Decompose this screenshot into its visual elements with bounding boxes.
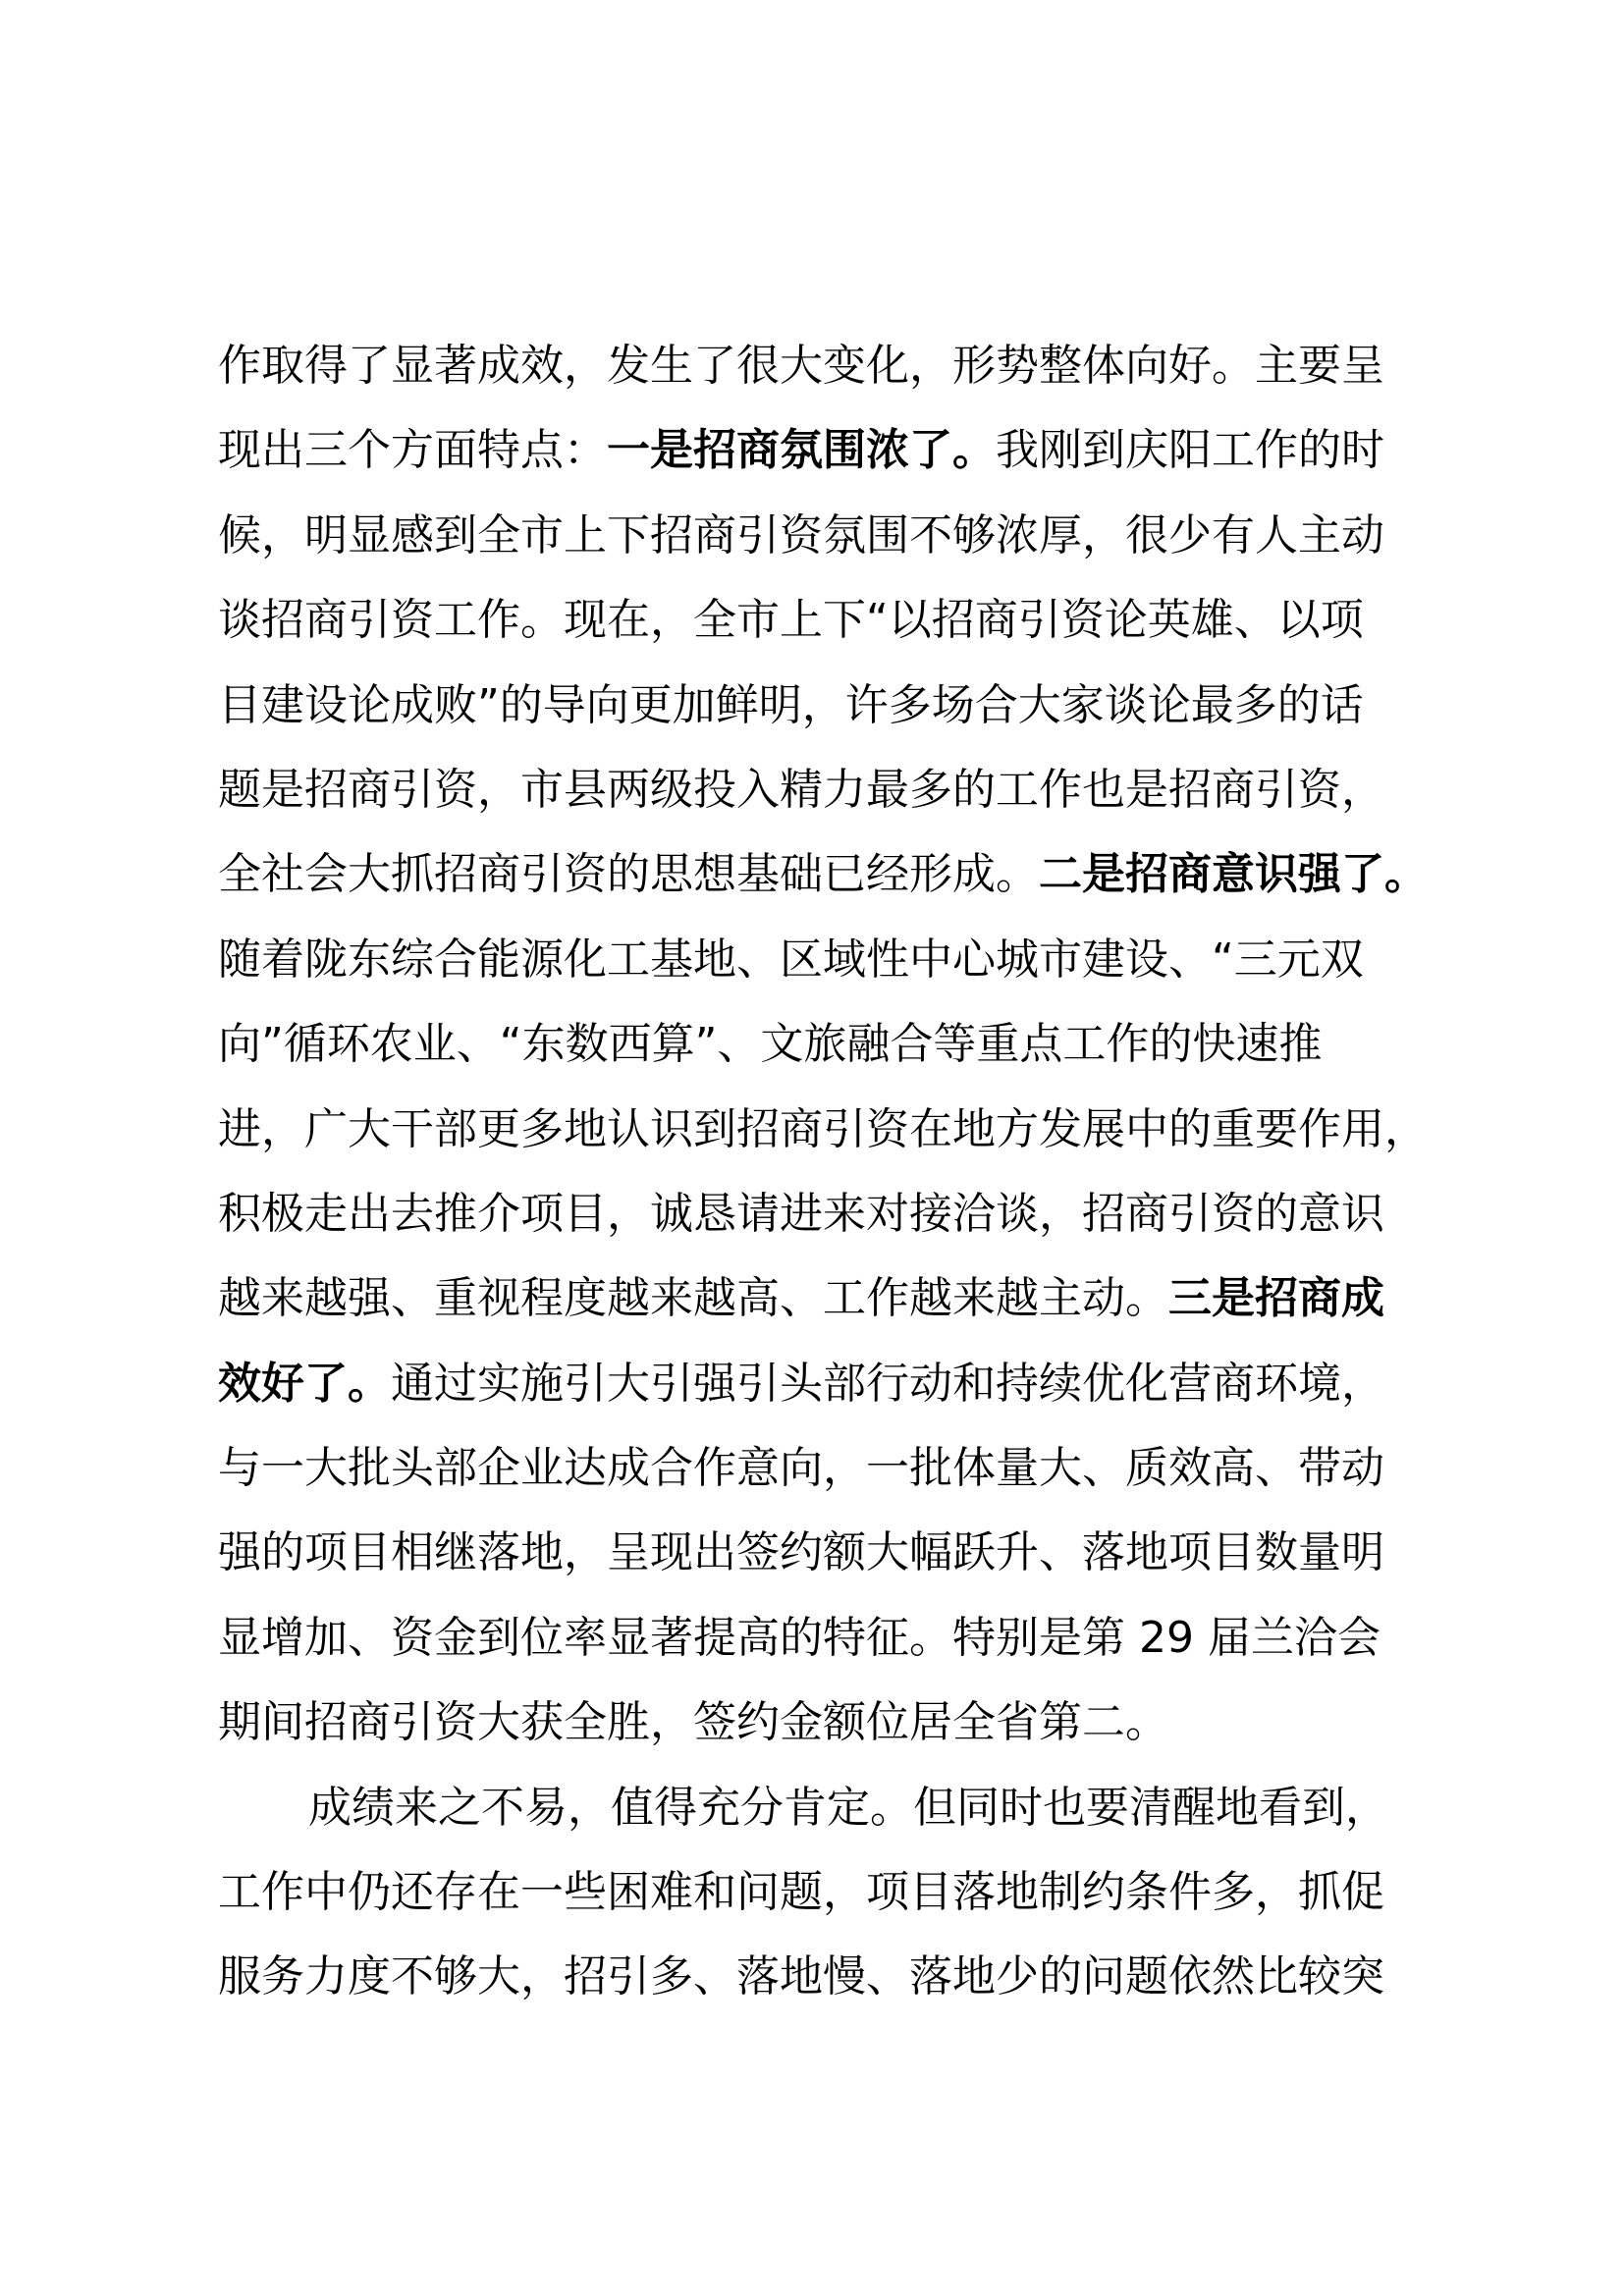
text-run: 随着陇东综合能源化工基地、区域性中心城市建设、“三元双 <box>218 934 1364 985</box>
text-line <box>218 748 1426 832</box>
paragraph-first-line <box>218 1766 1426 1850</box>
text-line <box>218 324 1426 408</box>
text-run: 通过实施引大引强引头部行动和持续优化营商环境， <box>391 1358 1384 1409</box>
text-line <box>218 1935 1426 2019</box>
bold-heading-run: 一是招商氛围浓了。 <box>607 425 996 476</box>
text-line <box>218 494 1426 578</box>
text-run: 我刚到庆阳工作的时 <box>996 425 1384 476</box>
text-line <box>218 1681 1426 1765</box>
body-text <box>218 324 1426 2020</box>
text-line <box>218 918 1426 1002</box>
text-run: 全社会大抓招商引资的思想基础已经形成。 <box>218 849 1039 900</box>
text-run: 向”循环农业、“东数西算”、文旅融合等重点工作的快速推 <box>218 1019 1323 1070</box>
text-line <box>218 664 1426 748</box>
bold-heading-run: 效好了。 <box>218 1358 391 1409</box>
text-line <box>218 1596 1426 1681</box>
text-line <box>218 1256 1426 1341</box>
text-run: 积极走出去推介项目，诚恳请进来对接洽谈，招商引资的意识 <box>218 1188 1384 1239</box>
text-line <box>218 1342 1426 1426</box>
text-run: 进，广大干部更多地认识到招商引资在地方发展中的重要作用， <box>218 1103 1428 1154</box>
text-run: 成绩来之不易，值得充分肯定。但同时也要清醒地看到， <box>308 1782 1388 1833</box>
text-line <box>218 1850 1426 1935</box>
text-run: 作取得了显著成效，发生了很大变化，形势整体向好。主要呈 <box>218 341 1384 391</box>
text-run: 候，明显感到全市上下招商引资氛围不够浓厚，很少有人主动 <box>218 509 1384 561</box>
text-run: 谈招商引资工作。现在，全市上下“以招商引资论英雄、以项 <box>218 595 1364 646</box>
text-line <box>218 1002 1426 1087</box>
text-run: 显增加、资金到位率显著提高的特征。特别是第 29 届兰洽会 <box>218 1612 1380 1663</box>
text-run: 题是招商引资，市县两级投入精力最多的工作也是招商引资， <box>218 764 1384 815</box>
text-line <box>218 832 1426 917</box>
text-line <box>218 1172 1426 1256</box>
text-run: 服务力度不够大，招引多、落地慢、落地少的问题依然比较突 <box>218 1951 1384 2002</box>
text-line <box>218 578 1426 663</box>
text-line <box>218 1511 1426 1595</box>
text-run: 现出三个方面特点： <box>218 425 607 476</box>
text-run: 目建设论成败”的导向更加鲜明，许多场合大家谈论最多的话 <box>218 679 1364 730</box>
text-run: 越来越强、重视程度越来越高、工作越来越主动。 <box>218 1273 1168 1324</box>
bold-heading-run: 三是招商成 <box>1168 1273 1384 1324</box>
bold-heading-run: 二是招商意识强了。 <box>1039 849 1428 900</box>
text-run: 工作中仍还存在一些困难和问题，项目落地制约条件多，抓促 <box>218 1867 1384 1918</box>
text-run: 强的项目相继落地，呈现出签约额大幅跃升、落地项目数量明 <box>218 1527 1384 1578</box>
text-line <box>218 1426 1426 1511</box>
text-run: 期间招商引资大获全胜，签约金额位居全省第二。 <box>218 1697 1168 1748</box>
text-line <box>218 1088 1426 1172</box>
text-run: 与一大批头部企业达成合作意向，一批体量大、质效高、带动 <box>218 1443 1384 1494</box>
text-line <box>218 408 1426 493</box>
